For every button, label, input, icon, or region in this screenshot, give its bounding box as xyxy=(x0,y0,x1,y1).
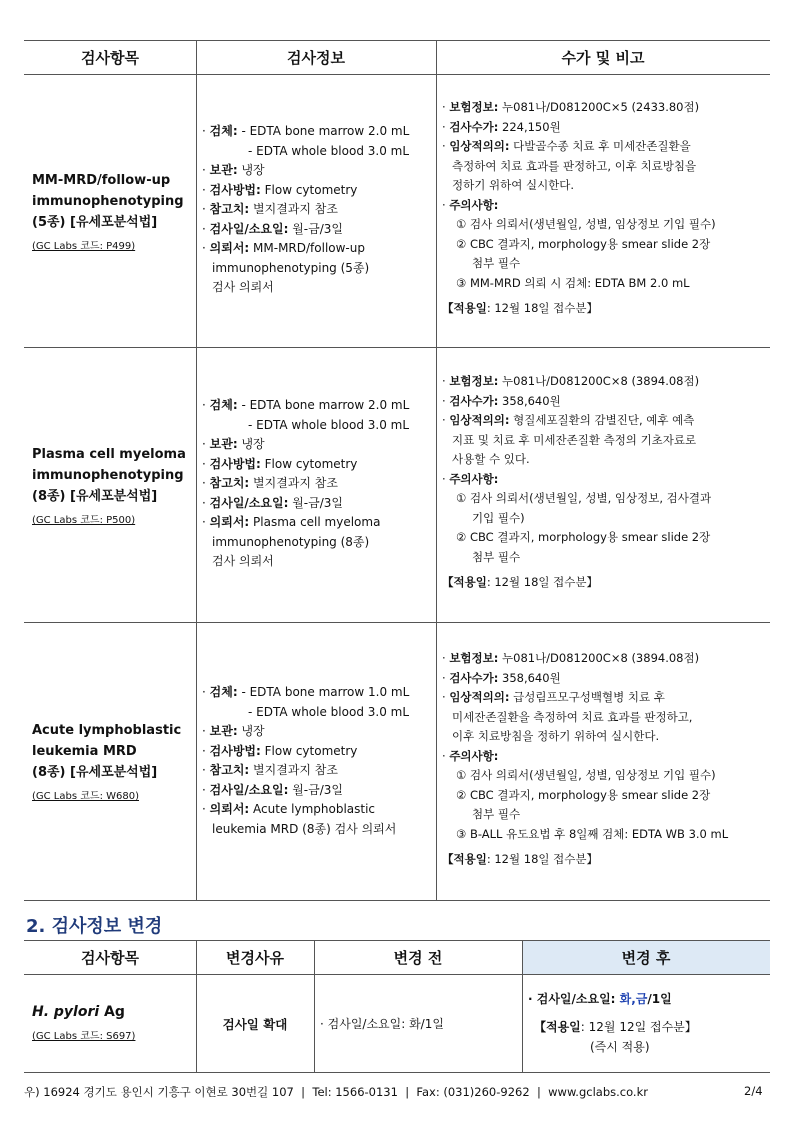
row-divider xyxy=(24,347,770,348)
test-info-list xyxy=(202,683,434,839)
remark-line: 측정하여 치료 효과를 판정하고, 이후 치료방침을 xyxy=(452,158,697,173)
test-name-suffix: Ag xyxy=(99,1004,125,1020)
remark-caution-item: ③ MM-MRD 의뢰 시 검체: EDTA BM 2.0 mL xyxy=(456,275,690,290)
info-schedule: · 검사일/소요일: 월-금/3일 xyxy=(202,495,343,510)
section-title: 2. 검사정보 변경 xyxy=(26,916,163,937)
test-name-line: immunophenotyping xyxy=(32,468,184,483)
row-divider xyxy=(24,622,770,623)
apply-note: (즉시 적용) xyxy=(590,1040,650,1054)
table-header-divider xyxy=(24,74,770,75)
header-before: 변경 전 xyxy=(393,949,443,967)
remark-caution-item: ② CBC 결과지, morphology용 smear slide 2장 xyxy=(456,787,711,802)
test-name-line: (8종) [유세포분석법] xyxy=(32,489,158,504)
test-name-line: (5종) [유세포분석법] xyxy=(32,215,158,230)
test-name xyxy=(32,444,192,507)
info-request-form-2: immunophenotyping (5종) xyxy=(212,260,370,275)
remark-line: 사용할 수 있다. xyxy=(452,452,530,466)
test-name-line: (8종) [유세포분석법] xyxy=(32,765,158,780)
info-schedule: · 검사일/소요일: 월-금/3일 xyxy=(202,782,343,797)
remark-caution-item: ① 검사 의뢰서(생년월일, 성별, 임상정보 기입 필수) xyxy=(456,768,716,782)
after-label: · 검사일/소요일: xyxy=(528,992,620,1006)
remark-caution-item: ② CBC 결과지, morphology용 smear slide 2장 xyxy=(456,530,711,544)
remark-insurance: · 보험정보: 누081나/D081200C×5 (2433.80점) xyxy=(442,100,700,114)
remark-fee: · 검사수가: 224,150원 xyxy=(442,119,561,134)
test-name-italic: H. pylori xyxy=(32,1004,100,1020)
info-specimen-2: - EDTA whole blood 3.0 mL xyxy=(248,417,410,432)
remark-line: 지표 및 치료 후 미세잔존질환 측정의 기초자료로 xyxy=(452,432,697,447)
info-storage: · 보관: 냉장 xyxy=(202,437,265,451)
after-highlight: 화,금 xyxy=(619,992,648,1006)
after-apply-date xyxy=(534,1018,697,1035)
apply-date: 【적용일: 12월 18일 접수분】 xyxy=(442,852,598,866)
info-storage: · 보관: 냉장 xyxy=(202,163,265,177)
remark-significance: · 임상적의의: 다발골수종 치료 후 미세잔존질환을 xyxy=(442,139,691,153)
test-code: (GC Labs 코드: S697) xyxy=(32,1031,136,1042)
test-name-line: Acute lymphoblastic xyxy=(32,723,182,738)
table-header-divider xyxy=(24,974,770,975)
test-name xyxy=(32,1004,125,1020)
info-request-form-3: 검사 의뢰서 xyxy=(212,554,274,568)
remark-line: 정하기 위하여 실시한다. xyxy=(452,178,575,192)
remarks-list xyxy=(442,649,772,870)
table-border-top xyxy=(24,940,770,941)
remark-fee: · 검사수가: 358,640원 xyxy=(442,670,561,685)
info-request-form: · 의뢰서: Plasma cell myeloma xyxy=(202,515,381,529)
remark-caution: · 주의사항: xyxy=(442,197,499,212)
info-request-form: · 의뢰서: MM-MRD/follow-up xyxy=(202,241,365,255)
apply-label: 【적용일 xyxy=(534,1020,581,1034)
table-border-bottom xyxy=(24,1072,770,1073)
after-value xyxy=(528,990,672,1007)
remark-significance: · 임상적의의: 급성림프모구성백혈병 치료 후 xyxy=(442,690,665,704)
info-reference: · 참고치: 별지결과지 참조 xyxy=(202,476,338,490)
info-specimen-2: - EDTA whole blood 3.0 mL xyxy=(248,143,410,158)
apply-text: : 12월 12일 접수분】 xyxy=(580,1020,697,1034)
info-request-form-2: leukemia MRD (8종) 검사 의뢰서 xyxy=(212,821,397,836)
header-fee-remarks: 수가 및 비고 xyxy=(561,49,645,67)
remark-caution-item-cont: 첨부 필수 xyxy=(472,807,521,821)
remark-significance: · 임상적의의: 형질세포질환의 감별진단, 예후 예측 xyxy=(442,413,695,427)
header-test-item: 검사항목 xyxy=(81,949,139,967)
info-schedule: · 검사일/소요일: 월-금/3일 xyxy=(202,221,343,236)
test-name-line: leukemia MRD xyxy=(32,744,137,759)
row-divider xyxy=(24,900,770,901)
remark-insurance: · 보험정보: 누081나/D081200C×8 (3894.08점) xyxy=(442,374,700,388)
info-specimen: · 검체: - EDTA bone marrow 1.0 mL xyxy=(202,685,410,699)
info-request-form-3: 검사 의뢰서 xyxy=(212,280,274,294)
remark-caution-item: ③ B-ALL 유도요법 후 8일째 검체: EDTA WB 3.0 mL xyxy=(456,826,729,841)
test-info-list xyxy=(202,122,434,298)
remarks-list xyxy=(442,372,772,593)
header-test-item: 검사항목 xyxy=(81,49,139,67)
change-reason: 검사일 확대 xyxy=(222,1017,288,1032)
remark-caution-item: ① 검사 의뢰서(생년월일, 성별, 임상정보 기입 필수) xyxy=(456,217,716,231)
info-specimen-2: - EDTA whole blood 3.0 mL xyxy=(248,704,410,719)
apply-date: 【적용일: 12월 18일 접수분】 xyxy=(442,301,598,315)
test-name-line: MM-MRD/follow-up xyxy=(32,173,171,188)
info-reference: · 참고치: 별지결과지 참조 xyxy=(202,763,338,777)
table-border-top xyxy=(24,40,770,41)
info-method: · 검사방법: Flow cytometry xyxy=(202,743,358,758)
test-name xyxy=(32,720,192,783)
test-code: (GC Labs 코드: P500) xyxy=(32,515,136,526)
remark-caution: · 주의사항: xyxy=(442,471,499,486)
remark-line: 미세잔존질환을 측정하여 치료 효과를 판정하고, xyxy=(452,709,693,724)
header-after: 변경 후 xyxy=(621,949,671,967)
info-specimen: · 검체: - EDTA bone marrow 2.0 mL xyxy=(202,124,410,138)
info-reference: · 참고치: 별지결과지 참조 xyxy=(202,202,338,216)
test-name-line: Plasma cell myeloma xyxy=(32,447,186,462)
remark-fee: · 검사수가: 358,640원 xyxy=(442,393,561,408)
test-name xyxy=(32,170,192,233)
remark-caution-item: ① 검사 의뢰서(생년월일, 성별, 임상정보, 검사결과 xyxy=(456,491,712,505)
remark-line: 이후 치료방침을 정하기 위하여 실시한다. xyxy=(452,729,660,743)
info-method: · 검사방법: Flow cytometry xyxy=(202,182,358,197)
page-number: 2/4 xyxy=(744,1084,763,1098)
header-reason: 변경사유 xyxy=(226,949,284,967)
remark-insurance: · 보험정보: 누081나/D081200C×8 (3894.08점) xyxy=(442,651,700,665)
remark-caution-item: ② CBC 결과지, morphology용 smear slide 2장 xyxy=(456,236,711,251)
column-divider xyxy=(196,40,197,901)
test-info-list xyxy=(202,396,434,572)
header-test-info: 검사정보 xyxy=(287,49,345,67)
test-code: (GC Labs 코드: W680) xyxy=(32,791,139,802)
remark-caution-item-cont: 기입 필수) xyxy=(472,510,525,525)
after-tail: /1일 xyxy=(647,992,672,1006)
remark-caution-item-cont: 첨부 필수 xyxy=(472,256,521,270)
test-code: (GC Labs 코드: P499) xyxy=(32,241,136,252)
info-storage: · 보관: 냉장 xyxy=(202,724,265,738)
info-request-form: · 의뢰서: Acute lymphoblastic xyxy=(202,802,376,816)
remarks-list xyxy=(442,98,772,319)
remark-caution-item-cont: 첨부 필수 xyxy=(472,549,521,564)
remark-caution: · 주의사항: xyxy=(442,748,499,763)
info-specimen: · 검체: - EDTA bone marrow 2.0 mL xyxy=(202,398,410,412)
column-divider xyxy=(436,40,437,901)
test-name-line: immunophenotyping xyxy=(32,194,184,209)
before-value: · 검사일/소요일: 화/1일 xyxy=(320,1017,444,1031)
info-method: · 검사방법: Flow cytometry xyxy=(202,456,358,471)
footer-address: 우) 16924 경기도 용인시 기흥구 이현로 30번길 107 | Tel: 1566-0131 | Fax: (031)260-9262 | www.gclabs.co.kr xyxy=(24,1085,648,1099)
info-request-form-2: immunophenotyping (8종) xyxy=(212,534,370,549)
apply-date: 【적용일: 12월 18일 접수분】 xyxy=(442,575,598,589)
